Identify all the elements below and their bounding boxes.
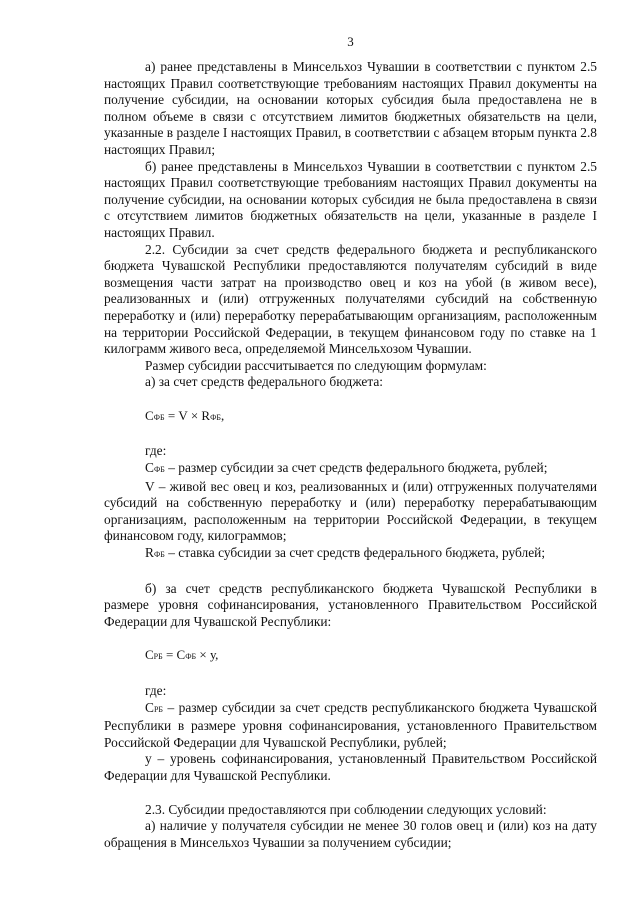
paragraph-a-previously-partial: а) ранее представлены в Минсельхоз Чувашии в соответствии с пунктом 2.5 настоящих Правил соответствующие требованиям настоящих Правил документы на получение субсидии, на основании которых субсидия была предоставлена не в полном объеме в связи с отсутствием лимитов бюджетных обязательств на цели, указанные в разделе I настоящих Правил, в соответствии с абзацем вторым пункта 2.8 настоящих Правил; [104, 59, 597, 157]
definition-c-rb: СРБ – размер субсидии за счет средств республиканского бюджета Чувашской Республики в размере уровня софинансирования, установленного Правительством Российской Федерации для Чувашской Республики, рублей; [104, 699, 597, 750]
paragraph-federal-budget: а) за счет средств федерального бюджета: [145, 374, 384, 390]
where-label-1: где: [145, 443, 167, 459]
paragraph-formula-intro: Размер субсидии рассчитывается по следующим формулам: [145, 357, 487, 373]
condition-a-min-heads: а) наличие у получателя субсидии не менее 30 голов овец и (или) коз на дату обращения в Минсельхоз Чувашии за получением субсидии; [104, 818, 597, 850]
document-page [104, 33, 597, 851]
paragraph-2-2: 2.2. Субсидии за счет средств федерального бюджета и республиканского бюджета Чувашской Республики предоставляются получателям субсидий в виде возмещения части затрат на производство овец и коз на убой (в живом весе), реализованных и (или) отгруженных получателями субсидий на собственную переработку и (или) переработку перерабатывающим организациям, расположенным на территории Российской Федерации, в текущем финансовом году по ставке на 1 килограмм живого веса, определяемой Минсельхозом Чувашии. [104, 241, 597, 357]
paragraph-2-3: 2.3. Субсидии предоставляются при соблюдении следующих условий: [145, 801, 547, 817]
definition-y: у – уровень софинансирования, установленный Правительством Российской Федерации для Чувашской Республики. [104, 751, 597, 783]
definition-c-fb: СФБ – размер субсидии за счет средств федерального бюджета, рублей; [145, 460, 548, 476]
page-number: 3 [347, 34, 354, 49]
where-label-2: где: [145, 683, 167, 698]
paragraph-republican-budget: б) за счет средств республиканского бюджета Чувашской Республики в размере уровня софинансирования, установленного Правительством Российской Федерации для Чувашской Республики: [104, 580, 597, 629]
definition-r-fb: RФБ – ставка субсидии за счет средств федерального бюджета, рублей; [145, 545, 546, 561]
paragraph-b-previously-none: б) ранее представлены в Минсельхоз Чувашии в соответствии с пунктом 2.5 настоящих Правил соответствующие требованиям настоящих Правил документы на получение субсидии, на основании которых субсидия не была предоставлена в связи с отсутствием лимитов бюджетных обязательств на цели, указанные в разделе I настоящих Правил. [104, 158, 597, 240]
formula-federal: СФБ = V × RФБ, [145, 407, 225, 423]
formula-republican: СРБ = СФБ × у, [145, 647, 219, 663]
definition-v: V – живой вес овец и коз, реализованных и (или) отгруженных получателями субсидий на собственную переработку и (или) переработку перерабатывающим организациям, расположенным на территории Российской Федерации, в текущем финансовом году, килограммов; [104, 478, 597, 544]
